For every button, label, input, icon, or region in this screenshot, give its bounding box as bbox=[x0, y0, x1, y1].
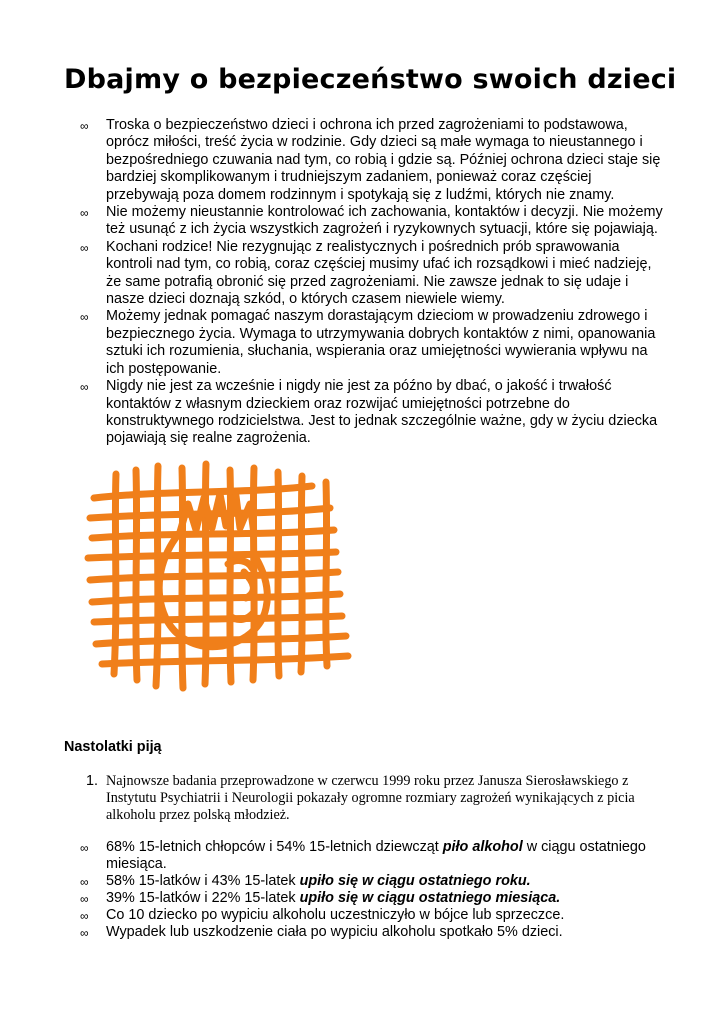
infinity-bullet-icon: ∞ bbox=[80, 380, 89, 395]
item-text: Najnowsze badania przeprowadzone w czerwcu 1999 roku przez Janusza Sierosławskiego z Instytutu Psychiatrii i Neurologii pokazały ogromne rozmiary zagrożeń wynikających z picia alkoholu przez polską młodzież. bbox=[106, 773, 635, 823]
bullet-text: Nie możemy nieustannie kontrolować ich zachowania, kontaktów i decyzji. Nie możemy też usunąć z ich życia wszystkich zagrożeń i ryzykownych sytuacji, które się pojawiają. bbox=[106, 204, 663, 238]
stat-text: 68% 15-letnich chłopców i 54% 15-letnich dziewcząt bbox=[106, 839, 443, 855]
numbered-item bbox=[86, 773, 646, 824]
list-item bbox=[80, 117, 664, 204]
bullet-text: Troska o bezpieczeństwo dzieci i ochrona ich przed zagrożeniami to podstawowa, oprócz miłości, treść życia w rodzinie. Gdy dzieci są małe wymaga to nieustannego i bezpośredniego czuwania nad tym, co robią i gdzie są. Później ochrona dzieci staje się bardziej skomplikowanym i trudniejszym zadaniem, ponieważ coraz częściej przebywają poza domem rodzinnym i spotykają się z ludźmi, których nie znamy. bbox=[106, 117, 661, 203]
list-item bbox=[80, 239, 664, 309]
list-item bbox=[80, 308, 664, 378]
bullet-text: Możemy jednak pomagać naszym dorastającym dzieciom w prowadzeniu zdrowego i bezpiecznego życia. Wymaga to utrzymywania dobrych kontaktów z nimi, opanowania sztuki ich rozumienia, słuchania, wspierania oraz umiejętności wywierania wpływu na ich postępowanie. bbox=[106, 308, 656, 377]
section-heading: Nastolatki piją bbox=[64, 739, 162, 755]
stat-emphasis: upiło się w ciągu ostatniego roku. bbox=[299, 873, 531, 889]
infinity-bullet-icon: ∞ bbox=[80, 841, 89, 855]
list-item bbox=[80, 873, 680, 890]
list-item bbox=[80, 378, 664, 448]
stat-emphasis: piło alkohol bbox=[442, 839, 523, 855]
list-item bbox=[80, 890, 680, 907]
intro-bullet-list bbox=[80, 117, 664, 448]
page-title: Dbajmy o bezpieczeństwo swoich dzieci bbox=[64, 64, 677, 95]
list-item bbox=[80, 839, 680, 873]
list-item bbox=[80, 924, 680, 941]
stat-text: 39% 15-latków i 22% 15-latek bbox=[106, 890, 300, 906]
stat-text: Wypadek lub uszkodzenie ciała po wypiciu alkoholu spotkało 5% dzieci. bbox=[106, 924, 563, 940]
stat-emphasis: upiło się w ciągu ostatniego miesiąca. bbox=[299, 890, 561, 906]
stat-text: 58% 15-latków i 43% 15-latek bbox=[106, 873, 300, 889]
stat-text: Co 10 dziecko po wypiciu alkoholu uczestniczyło w bójce lub sprzeczce. bbox=[106, 907, 565, 923]
item-number: 1. bbox=[86, 773, 99, 789]
infinity-bullet-icon: ∞ bbox=[80, 926, 89, 940]
infinity-bullet-icon: ∞ bbox=[80, 310, 89, 325]
face-behind-bars-illustration bbox=[84, 460, 356, 696]
stats-bullet-list bbox=[80, 839, 680, 941]
stat-text-after: w ciągu ostatniego miesiąca. bbox=[106, 839, 646, 872]
infinity-bullet-icon: ∞ bbox=[80, 206, 89, 221]
list-item bbox=[80, 907, 680, 924]
infinity-bullet-icon: ∞ bbox=[80, 892, 89, 906]
list-item bbox=[80, 204, 664, 239]
infinity-bullet-icon: ∞ bbox=[80, 909, 89, 923]
bullet-text: Kochani rodzice! Nie rezygnując z realistycznych i pośrednich prób sprawowania kontroli nad tym, co robią, coraz częściej musimy ufać ich rozsądkowi i mieć nadzieję, że same potrafią obronić się przed zagrożeniami. Nie zawsze jednak to się udaje i nasze dzieci doznają szkód, o których czasem niewiele wiemy. bbox=[106, 238, 652, 308]
infinity-bullet-icon: ∞ bbox=[80, 240, 89, 255]
infinity-bullet-icon: ∞ bbox=[80, 119, 89, 133]
infinity-bullet-icon: ∞ bbox=[80, 875, 89, 889]
bullet-text: Nigdy nie jest za wcześnie i nigdy nie jest za późno by dbać, o jakość i trwałość kontaktów z własnym dzieckiem oraz rozwijać umiejętności potrzebne do konstruktywnego rodzicielstwa. Jest to jednak szczególnie ważne, gdy w życiu dziecka pojawiają się realne zagrożenia. bbox=[106, 378, 658, 447]
